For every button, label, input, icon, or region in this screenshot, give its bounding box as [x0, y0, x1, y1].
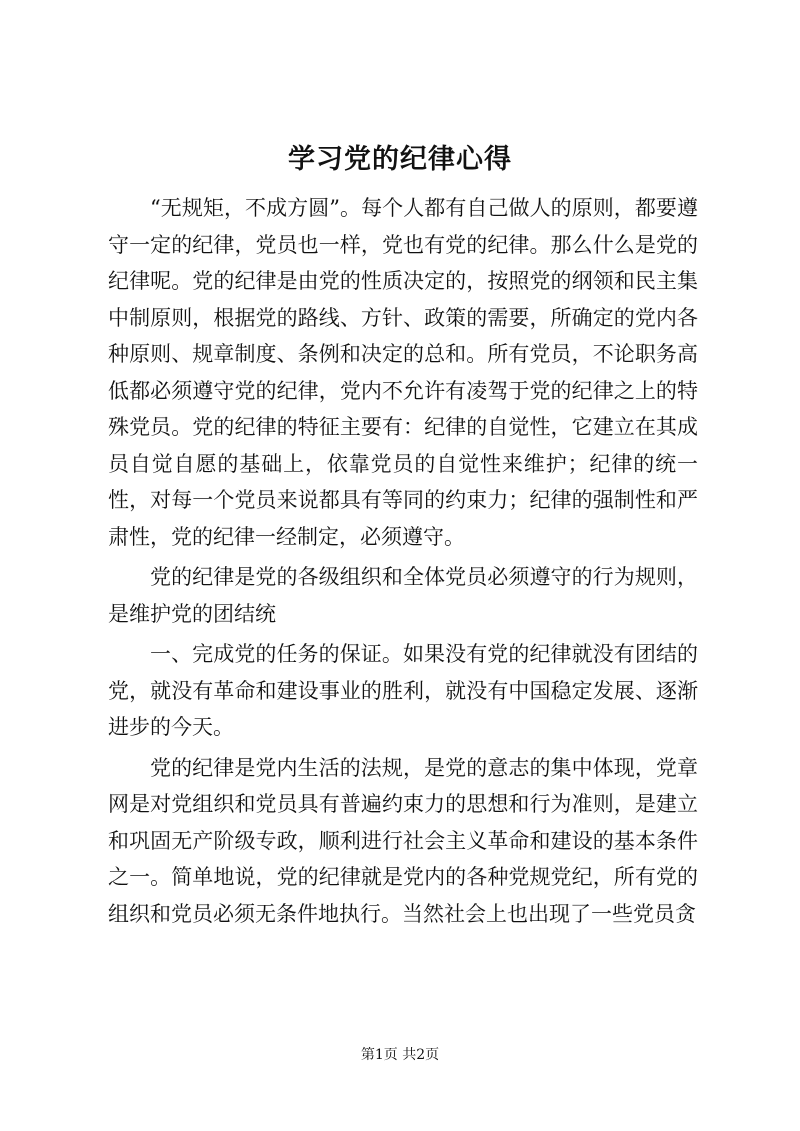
- page-title: 学习党的纪律心得: [288, 144, 512, 175]
- paragraph-1: “无规矩，不成方圆”。每个人都有自己做人的原则，都要遵守一定的纪律，党员也一样，党也有党的纪律。那么什么是党的纪律呢。党的纪律是由党的性质决定的，按照党的纲领和民主集中制原则，根据党的路线、方针、政策的需要，所确定的党内各种原则、规章制度、条例和决定的总和。所有党员，不论职务高低都必须遵守党的纪律，党内不允许有凌驾于党的纪律之上的特殊党员。党的纪律的特征主要有：纪律的自觉性，它建立在其成员自觉自愿的基础上，依靠党员的自觉性来维护；纪律的统一性，对每一个党员来说都具有等同的约束力；纪律的强制性和严肃性，党的纪律一经制定，必须遵守。: [108, 196, 698, 549]
- paragraph-2: 党的纪律是党的各级组织和全体党员必须遵守的行为规则，是维护党的团结统: [108, 565, 698, 626]
- document-body: [108, 190, 698, 932]
- paragraph-4: 党的纪律是党内生活的法规，是党的意志的集中体现，党章网是对党组织和党员具有普遍约束力的思想和行为准则，是建立和巩固无产阶级专政，顺利进行社会主义革命和建设的基本条件之一。简单地说，党的纪律就是党内的各种党规党纪，所有党的组织和党员必须无条件地执行。当然社会上也出现了一些党员贪: [108, 755, 698, 926]
- paragraph-3: 一、完成党的任务的保证。如果没有党的纪律就没有团结的党，就没有革命和建设事业的胜利，就没有中国稳定发展、逐渐进步的今天。: [108, 642, 698, 739]
- page-footer: 第1页 共2页: [360, 1047, 440, 1063]
